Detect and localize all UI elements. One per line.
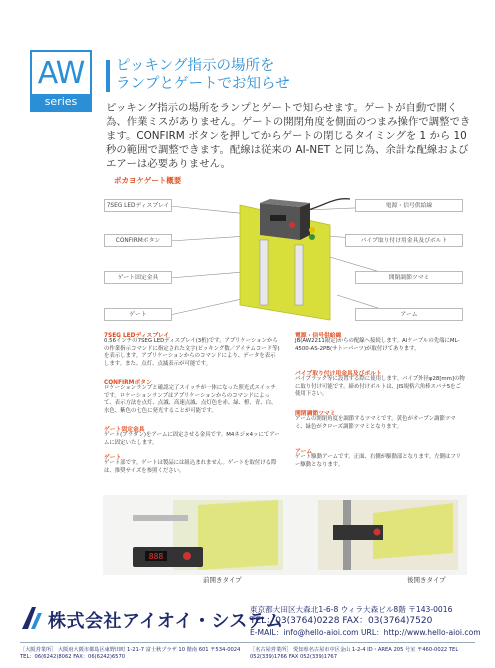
company-name: 株式会社アイオイ・システム bbox=[48, 611, 284, 632]
page-title bbox=[116, 57, 290, 93]
desc-right-2-heading: 開閉調節ツマミ bbox=[295, 411, 336, 417]
title-accent-bar bbox=[106, 60, 110, 92]
desc-right-0-heading: 電源・信号供給線 bbox=[295, 333, 342, 339]
gate-arm bbox=[260, 240, 268, 305]
desc-right-1-heading: パイプ取り付け用金具及びボルト bbox=[295, 371, 382, 377]
desc-left-2-text: ゲート(プラダン)をアームに固定させる金具です。M4ネジ×4ッにてアームに固定いたします。 bbox=[104, 432, 280, 446]
desc-left-0-heading: 7SEG LEDディスプレイ bbox=[104, 333, 170, 339]
desc-left-1-text: ロケーションランプと確認完了スイッチが一体になった照光式スイッチです。ロケーションランプはアプリケーションからのコマンドによって、表示方法を点灯、点滅、高速点滅、点灯色を赤、緑、橙、青、白、水色、紫色の七色に発光することが可能です。 bbox=[104, 385, 277, 414]
label-arm: アーム bbox=[355, 308, 463, 321]
label-angle: 開閉調節ツマミ bbox=[355, 271, 463, 284]
series-code: AW bbox=[37, 56, 85, 91]
footer-divider bbox=[20, 642, 475, 643]
desc-right-2-text: アームの開閉角度を調節するツマミです。黄色がオープン調節ツマミ、緑色がクローズ調節ツマミとなります。 bbox=[295, 416, 456, 430]
osaka-office: ［大阪営業所］ 大阪府大阪市都島区東野田町 1-21-7 富士秋プラザ 10 階南 601 〒534-0024 TEL：06(6242)8062 FAX：06(6242)6570 bbox=[20, 647, 241, 660]
title-line-1: ピッキング指示の場所を bbox=[116, 58, 275, 74]
label-power: 電源・信号供給線 bbox=[355, 199, 463, 212]
desc-right-3-heading: アーム bbox=[295, 449, 313, 455]
nagoya-office: ［名古屋営業所］ 愛知県名古屋市中区金山 1-2-4 ID・AREA 205 号室 〒460-0022 TEL 052(339)1766 FAX 052(339)1767 bbox=[250, 647, 459, 660]
seg-display-digits: 888 bbox=[148, 552, 164, 561]
label-pipe: パイプ取り付け用金具及びボルト bbox=[345, 234, 463, 247]
company-phone: TEL：03(3764)0228 FAX：03(3764)7520 bbox=[250, 616, 433, 626]
company-contact bbox=[250, 604, 481, 638]
label-7seg: 7SEG LEDディスプレイ bbox=[104, 199, 172, 212]
company-email-url: E-MAIL：info@hello-aioi.com URL：http://www.hello-aioi.com bbox=[250, 628, 481, 637]
label-gate-bracket: ゲート固定金具 bbox=[104, 271, 172, 284]
label-confirm: CONFIRMボタン bbox=[104, 234, 172, 247]
product-photos bbox=[103, 495, 467, 575]
desc-right-1-text: パイプラック等に設置する際に使用します。パイプ外径φ28[mm]の物に取り付け可能です。締め付けボルトは、JIS規格六角棒スパナ5をご使用下さい。 bbox=[295, 376, 465, 398]
caption-rear-type: 後開きタイプ bbox=[407, 576, 446, 584]
caption-front-type: 前開きタイプ bbox=[203, 576, 242, 584]
device-body bbox=[260, 203, 300, 240]
desc-right-3-text: ゲート駆動アームです。正面、右側が駆動部となります。左側はフリー駆動となります。 bbox=[295, 454, 461, 468]
company-address: 東京都大田区大森北1-6-8 ウィラ大森ビル8階 〒143-0016 bbox=[250, 605, 453, 614]
series-badge bbox=[30, 50, 92, 112]
label-gate: ゲート bbox=[104, 308, 172, 321]
diagram-title: ポカヨケゲート概要 bbox=[114, 176, 182, 185]
desc-left-1-heading: CONFIRMボタン bbox=[104, 380, 152, 386]
company-logo-icon bbox=[20, 605, 46, 631]
confirm-button-shape bbox=[289, 222, 295, 228]
desc-left-3-heading: ゲート bbox=[104, 455, 122, 461]
desc-right-0-text: JB(AW2211限定)からの配線へ接続します。AIケーブルの先端にML-4500-AS-2PB(サトーパーツ)が取付けてあります。 bbox=[295, 338, 460, 352]
series-label: series bbox=[32, 94, 90, 110]
title-line-2: ランプとゲートでお知らせ bbox=[116, 76, 290, 92]
desc-left-2-heading: ゲート固定金具 bbox=[104, 427, 145, 433]
desc-left-0-text: 0.56インチの7SEG LEDディスプレイ(3桁)です。アプリケーションからの作業指示コマンドに指定された文字(ピッキング数／アイテムコード等)を表示します。アプリケーションからのコマンドにより、データを表示します。また、点灯、点滅表示が可能です。 bbox=[104, 338, 280, 367]
desc-left-3-text: ゲート部です。ゲートは製品には組込まれません。ゲートを取付ける際は、推奨サイズを参照ください。 bbox=[104, 460, 277, 474]
intro-paragraph: ピッキング指示の場所をランプとゲートで知らせます。ゲートが自動で開く為、作業ミスがありません。ゲートの開閉角度を側面のつまみ操作で調整できます。CONFIRM ボタンを押してからゲートの閉じるタイミングを 1 から 10 秒の範囲で調整できます。配線は従来の AI-NET と同じ為、余計な配線およびエアーは必要ありません。 bbox=[106, 102, 471, 170]
rear-type-photo bbox=[318, 500, 458, 570]
